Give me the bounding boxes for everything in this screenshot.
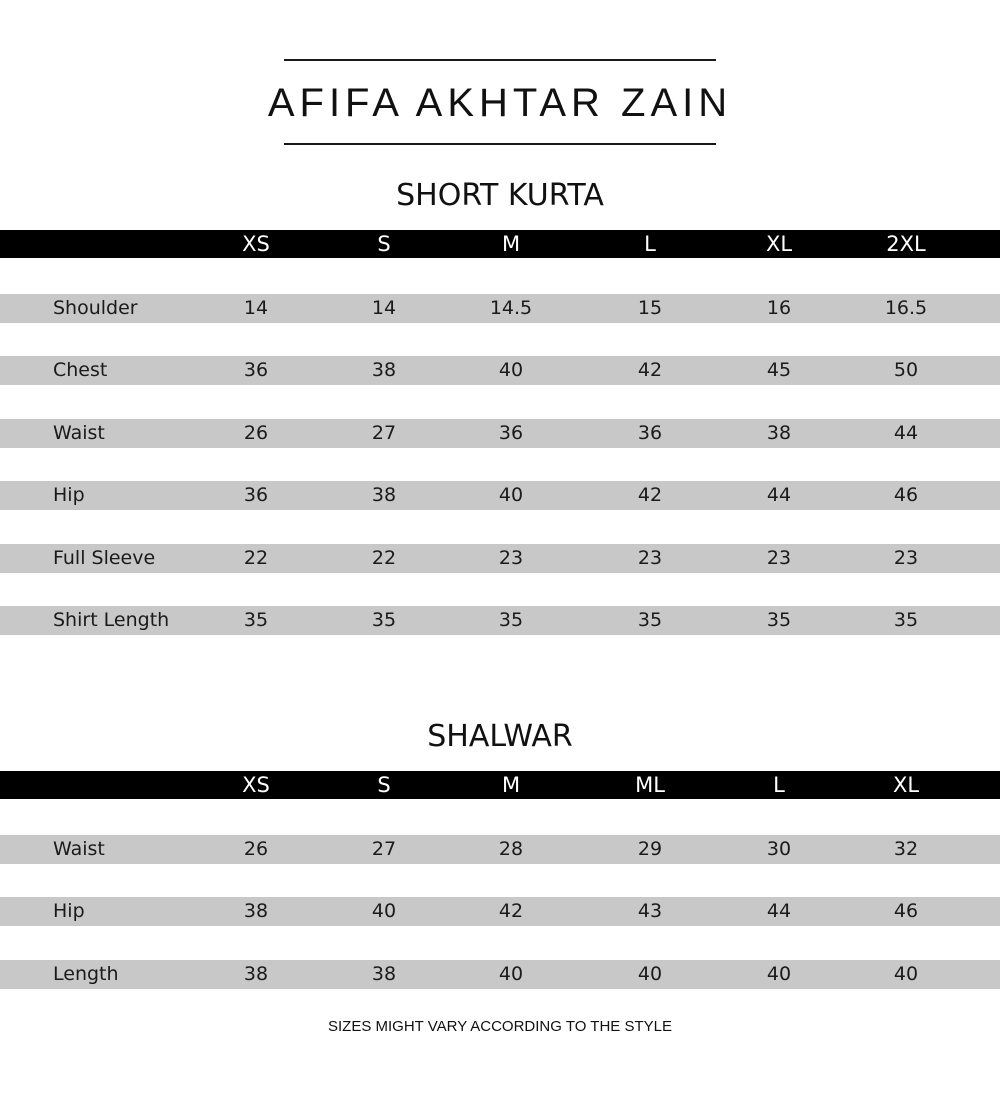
measurement-value: 16.5 <box>884 297 928 319</box>
measurement-value: 22 <box>371 547 397 569</box>
measurement-value: 35 <box>637 609 663 631</box>
measurement-value: 44 <box>766 900 792 922</box>
measurement-value: 26 <box>243 422 269 444</box>
measurement-value: 40 <box>637 963 663 985</box>
measurement-row <box>0 481 1000 510</box>
measurement-label: Chest <box>53 359 108 381</box>
measurement-value: 35 <box>371 609 397 631</box>
size-header-ml: ML <box>635 773 665 797</box>
measurement-label: Hip <box>53 900 85 922</box>
measurement-value: 36 <box>637 422 663 444</box>
measurement-label: Shirt Length <box>53 609 170 631</box>
measurement-value: 23 <box>766 547 792 569</box>
measurement-value: 40 <box>766 963 792 985</box>
measurement-value: 38 <box>766 422 792 444</box>
measurement-value: 23 <box>498 547 524 569</box>
size-header-2xl: 2XL <box>886 232 926 256</box>
size-header-xl: XL <box>765 232 793 256</box>
measurement-value: 26 <box>243 838 269 860</box>
measurement-value: 42 <box>498 900 524 922</box>
measurement-value: 35 <box>893 609 919 631</box>
measurement-value: 40 <box>498 484 524 506</box>
measurement-label: Hip <box>53 484 85 506</box>
kurta-size-table <box>0 230 1000 640</box>
measurement-value: 38 <box>371 963 397 985</box>
kurta-section-title: SHORT KURTA <box>396 178 604 213</box>
measurement-value: 14.5 <box>489 297 533 319</box>
size-header-s: S <box>377 232 391 256</box>
measurement-row <box>0 294 1000 323</box>
shalwar-section-title: SHALWAR <box>427 719 573 754</box>
measurement-value: 23 <box>893 547 919 569</box>
measurement-value: 44 <box>893 422 919 444</box>
shalwar-size-table <box>0 771 1000 991</box>
measurement-row <box>0 356 1000 385</box>
measurement-value: 38 <box>371 484 397 506</box>
measurement-value: 38 <box>243 900 269 922</box>
size-header-bar <box>0 771 1000 799</box>
measurement-value: 36 <box>243 359 269 381</box>
size-header-xl: XL <box>892 773 920 797</box>
measurement-row <box>0 960 1000 989</box>
measurement-value: 35 <box>766 609 792 631</box>
measurement-value: 35 <box>243 609 269 631</box>
measurement-value: 15 <box>637 297 663 319</box>
measurement-value: 27 <box>371 838 397 860</box>
measurement-value: 44 <box>766 484 792 506</box>
measurement-value: 14 <box>371 297 397 319</box>
size-header-bar <box>0 230 1000 258</box>
measurement-row <box>0 544 1000 573</box>
brand-bottom-rule <box>284 143 716 145</box>
measurement-label: Waist <box>53 838 105 860</box>
measurement-value: 45 <box>766 359 792 381</box>
measurement-value: 27 <box>371 422 397 444</box>
measurement-value: 16 <box>766 297 792 319</box>
measurement-value: 40 <box>371 900 397 922</box>
measurement-value: 50 <box>893 359 919 381</box>
measurement-label: Shoulder <box>53 297 138 319</box>
size-header-xs: XS <box>242 232 270 256</box>
brand-top-rule <box>284 59 716 61</box>
measurement-label: Waist <box>53 422 105 444</box>
measurement-value: 32 <box>893 838 919 860</box>
measurement-value: 28 <box>498 838 524 860</box>
measurement-value: 46 <box>893 484 919 506</box>
measurement-value: 36 <box>498 422 524 444</box>
measurement-row <box>0 835 1000 864</box>
measurement-value: 36 <box>243 484 269 506</box>
measurement-value: 14 <box>243 297 269 319</box>
size-header-m: M <box>501 773 521 797</box>
measurement-value: 38 <box>371 359 397 381</box>
measurement-label: Full Sleeve <box>53 547 156 569</box>
size-header-l: L <box>644 232 656 256</box>
measurement-value: 43 <box>637 900 663 922</box>
measurement-value: 40 <box>498 963 524 985</box>
measurement-row <box>0 606 1000 635</box>
measurement-value: 35 <box>498 609 524 631</box>
measurement-value: 22 <box>243 547 269 569</box>
measurement-value: 40 <box>498 359 524 381</box>
measurement-value: 29 <box>637 838 663 860</box>
measurement-row <box>0 419 1000 448</box>
measurement-value: 40 <box>893 963 919 985</box>
brand-name: AFIFA AKHTAR ZAIN <box>267 81 733 125</box>
size-header-xs: XS <box>242 773 270 797</box>
sizes-note: SIZES MIGHT VARY ACCORDING TO THE STYLE <box>328 1018 672 1035</box>
measurement-value: 42 <box>637 484 663 506</box>
measurement-value: 30 <box>766 838 792 860</box>
measurement-value: 46 <box>893 900 919 922</box>
size-header-m: M <box>501 232 521 256</box>
measurement-value: 42 <box>637 359 663 381</box>
size-header-l: L <box>773 773 785 797</box>
size-header-s: S <box>377 773 391 797</box>
measurement-value: 38 <box>243 963 269 985</box>
measurement-value: 23 <box>637 547 663 569</box>
measurement-label: Length <box>53 963 119 985</box>
measurement-row <box>0 897 1000 926</box>
